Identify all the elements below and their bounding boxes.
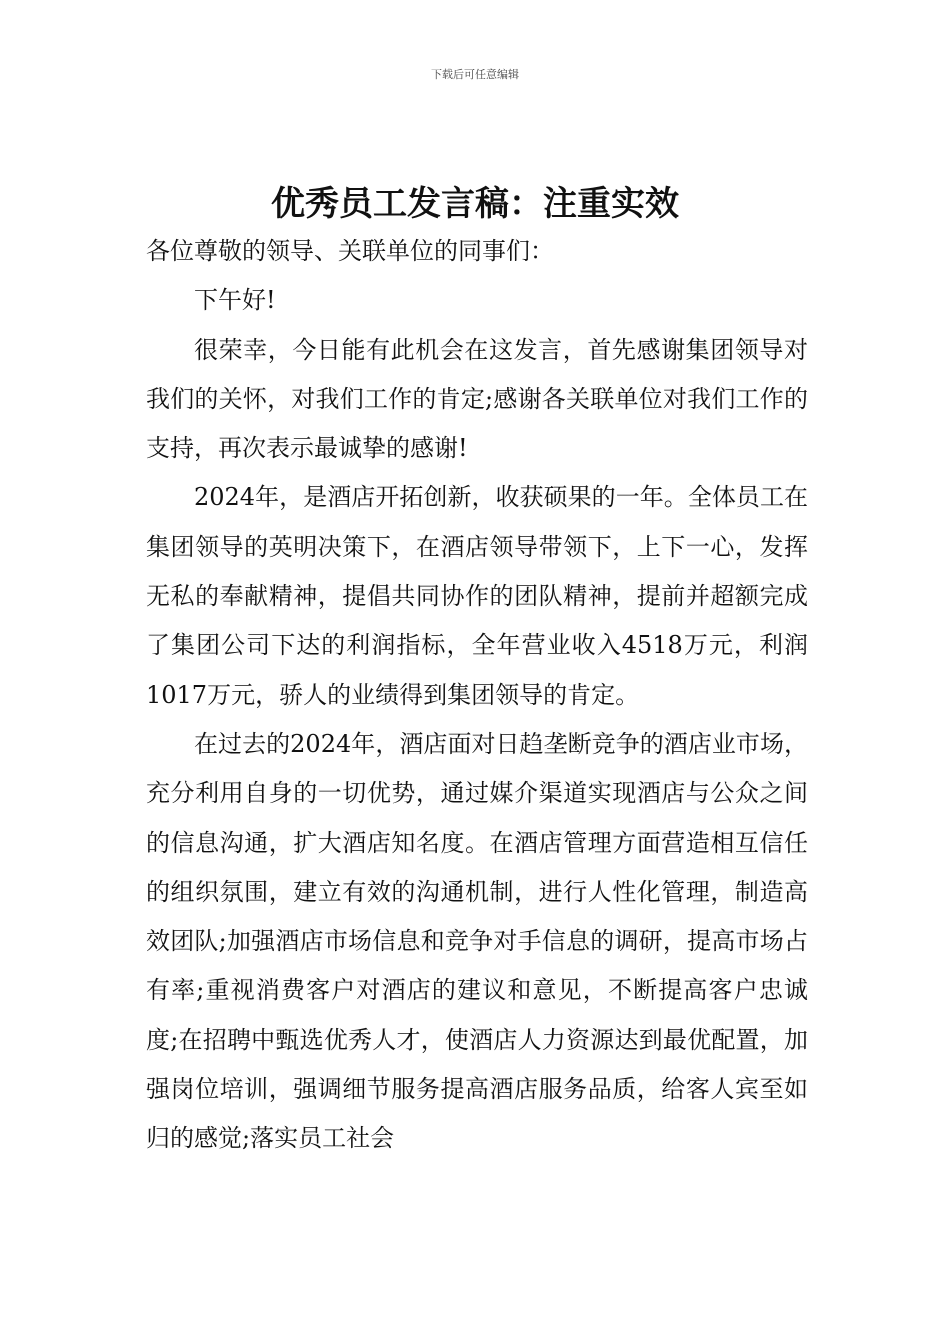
paragraph-thanks: 很荣幸，今日能有此机会在这发言，首先感谢集团领导对我们的关怀，对我们工作的肯定;感谢各关联单位对我们工作的支持，再次表示最诚挚的感谢! <box>146 335 808 463</box>
paragraph-management: 在过去的2024年，酒店面对日趋垄断竞争的酒店业市场，充分利用自身的一切优势，通过媒介渠道实现酒店与公众之间的信息沟通，扩大酒店知名度。在酒店管理方面营造相互信任的组织氛围，建立有效的沟通机制，进行人性化管理，制造高效团队;加强酒店市场信息和竞争对手信息的调研，提高市场占有率;重视消费客户对酒店的建议和意见，不断提高客户忠诚度;在招聘中甄选优秀人才，使酒店人力资源达到最优配置，加强岗位培训，强调细节服务提高酒店服务品质，给客人宾至如归的感觉;落实员工社会 <box>146 729 808 1153</box>
document-title: 优秀员工发言稿：注重实效 <box>271 184 679 224</box>
document-body <box>146 227 808 1164</box>
paragraph-achievements: 2024年，是酒店开拓创新，收获硕果的一年。全体员工在集团领导的英明决策下，在酒店领导带领下，上下一心，发挥无私的奉献精神，提倡共同协作的团队精神，提前并超额完成了集团公司下达的利润指标，全年营业收入4518万元，利润1017万元，骄人的业绩得到集团领导的肯定。 <box>146 483 808 709</box>
salutation: 各位尊敬的领导、关联单位的同事们： <box>146 237 554 265</box>
paragraph-greeting: 下午好! <box>194 286 276 315</box>
header-note: 下载后可任意编辑 <box>431 68 519 81</box>
